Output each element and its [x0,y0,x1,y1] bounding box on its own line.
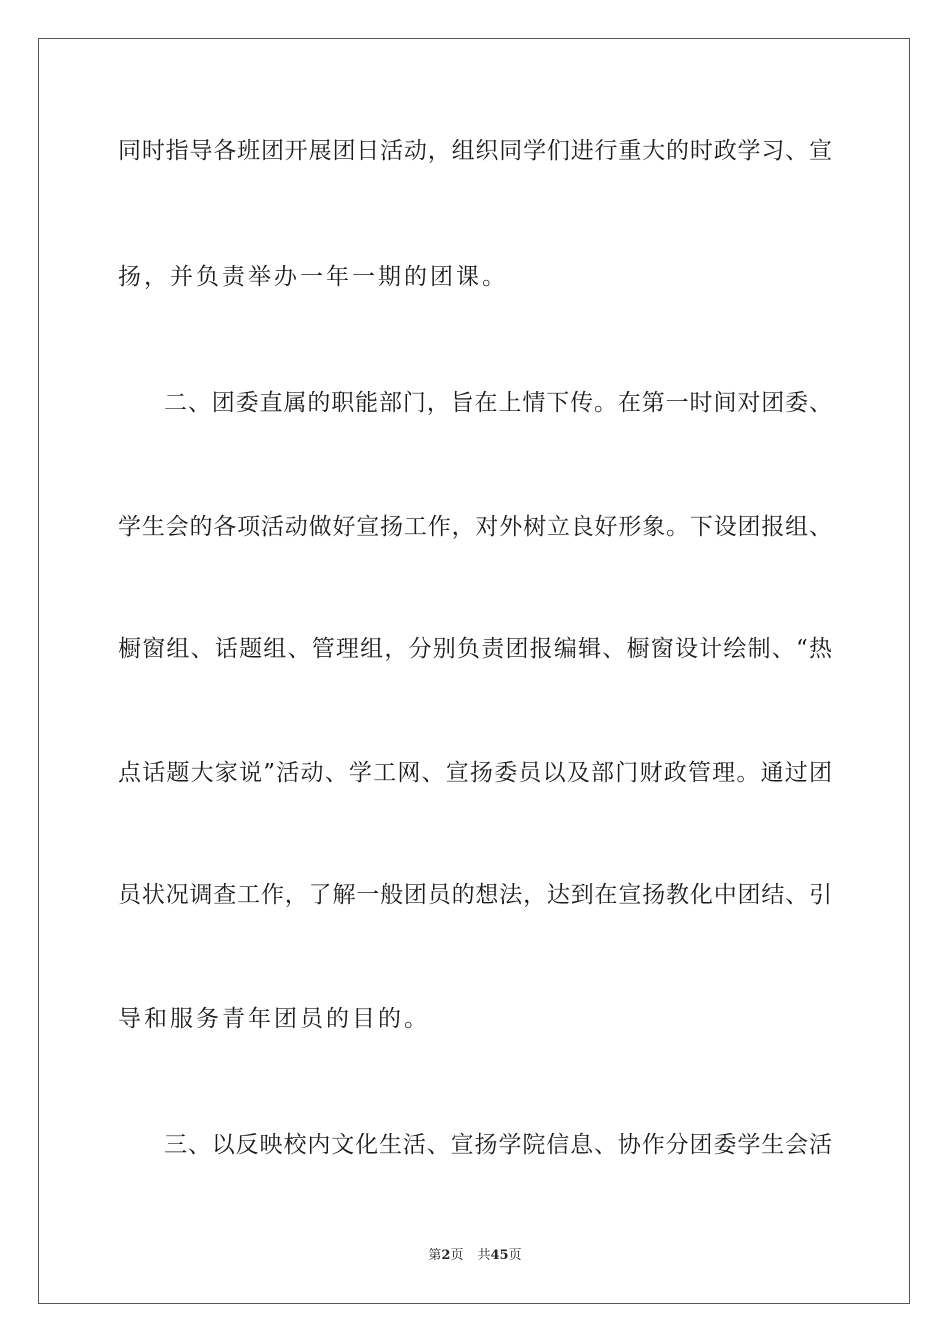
paragraph-line-9: 三、以反映校内文化生活、宣扬学院信息、协作分团委学生会活 [164,1132,832,1158]
page-suffix: 页 [450,1248,464,1263]
page-footer [0,1247,950,1265]
paragraph-line-8: 导和服务青年团员的目的。 [118,1006,430,1032]
paragraph-line-2: 扬，并负责举办一年一期的团课。 [118,264,508,290]
page-number: 2 [441,1248,451,1263]
total-prefix: 共 [477,1248,491,1263]
total-suffix: 页 [508,1248,522,1263]
paragraph-line-7: 员状况调查工作，了解一般团员的想法，达到在宣扬教化中团结、引 [118,882,832,908]
paragraph-line-4: 学生会的各项活动做好宣扬工作，对外树立良好形象。下设团报组、 [118,514,832,540]
paragraph-line-6: 点话题大家说”活动、学工网、宣扬委员以及部门财政管理。通过团 [118,760,832,786]
page-border [38,38,910,1304]
total-pages: 45 [490,1248,509,1263]
page-prefix: 第 [428,1248,442,1263]
paragraph-line-1: 同时指导各班团开展团日活动，组织同学们进行重大的时政学习、宣 [118,138,832,164]
paragraph-line-3: 二、团委直属的职能部门，旨在上情下传。在第一时间对团委、 [164,390,832,416]
paragraph-line-5: 橱窗组、话题组、管理组，分别负责团报编辑、橱窗设计绘制、“热 [118,636,832,662]
